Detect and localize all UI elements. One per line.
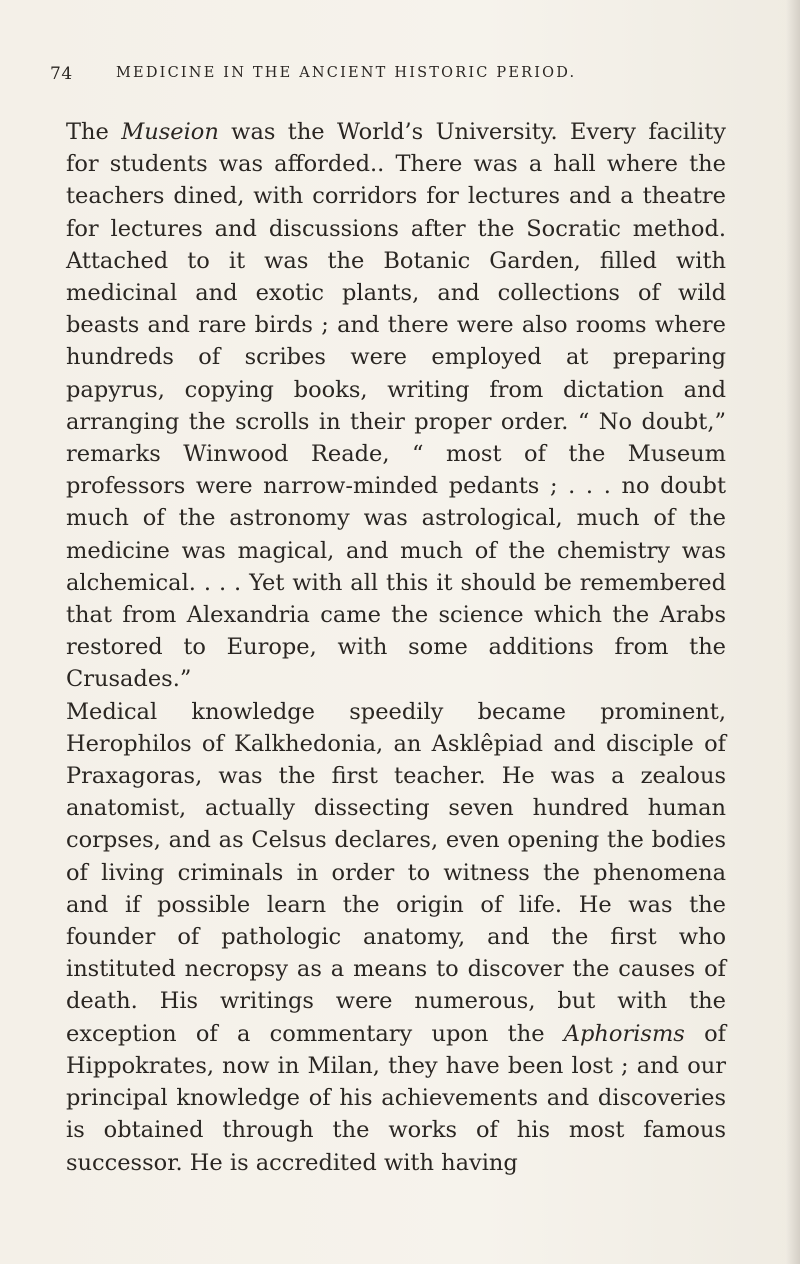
paragraph-herophilos bbox=[66, 696, 726, 1179]
paragraph-museion bbox=[66, 116, 726, 696]
paragraph-lead: Medical knowledge speedily became prominent, Herophilos of Kalkhedonia, an Asklêpiad and disciple of Praxagoras, was the first teacher. He was a zealous anatomist, actually dissecting seven hundred human corpses, and as Celsus declares, even opening the bodies of living criminals in order to witness the phenomena and if possible learn the origin of life. He was the founder of pathologic anatomy, and the first who instituted necropsy as a means to discover the causes of death. His writings were numerous, but with the exception of a commentary upon the bbox=[66, 698, 726, 1047]
italic-term: Museion bbox=[121, 119, 219, 145]
page-edge-shadow bbox=[786, 0, 800, 1264]
body-text bbox=[66, 116, 726, 1179]
paragraph-lead: The bbox=[66, 119, 122, 145]
running-head bbox=[50, 64, 760, 90]
page-number: 74 bbox=[50, 64, 73, 84]
italic-term: Aphorisms bbox=[563, 1020, 685, 1047]
paragraph-text: was the World’s University. Every facility for students was afforded.. There was a hall where the teachers dined, with corridors for lectures and a theatre for lectures and discussions after the Socratic method. Attached to it was the Botanic Garden, filled with medicinal and exotic plants, and collections of wild beasts and rare birds ; and there were also rooms where hundreds of scribes were employed at preparing papyrus, copying books, writing from dictation and arranging the scrolls in their proper order. “ No doubt,” remarks Winwood Reade, “ most of the Museum professors were narrow-minded pedants ; . . . no doubt much of the astronomy was astrological, much of the medicine was magical, and much of the chemistry was alchemical. . . . Yet with all this it should be remembered that from Alexandria came the science which the Arabs restored to Europe, with some additions from the Crusades.” bbox=[66, 119, 726, 693]
paragraph-text: of Hippokrates, now in Milan, they have been lost ; and our principal knowledge of his achievements and discoveries is obtained through the works of his most famous successor. He is accredited with having bbox=[66, 1020, 726, 1176]
running-head-title: MEDICINE IN THE ANCIENT HISTORIC PERIOD. bbox=[116, 65, 577, 81]
